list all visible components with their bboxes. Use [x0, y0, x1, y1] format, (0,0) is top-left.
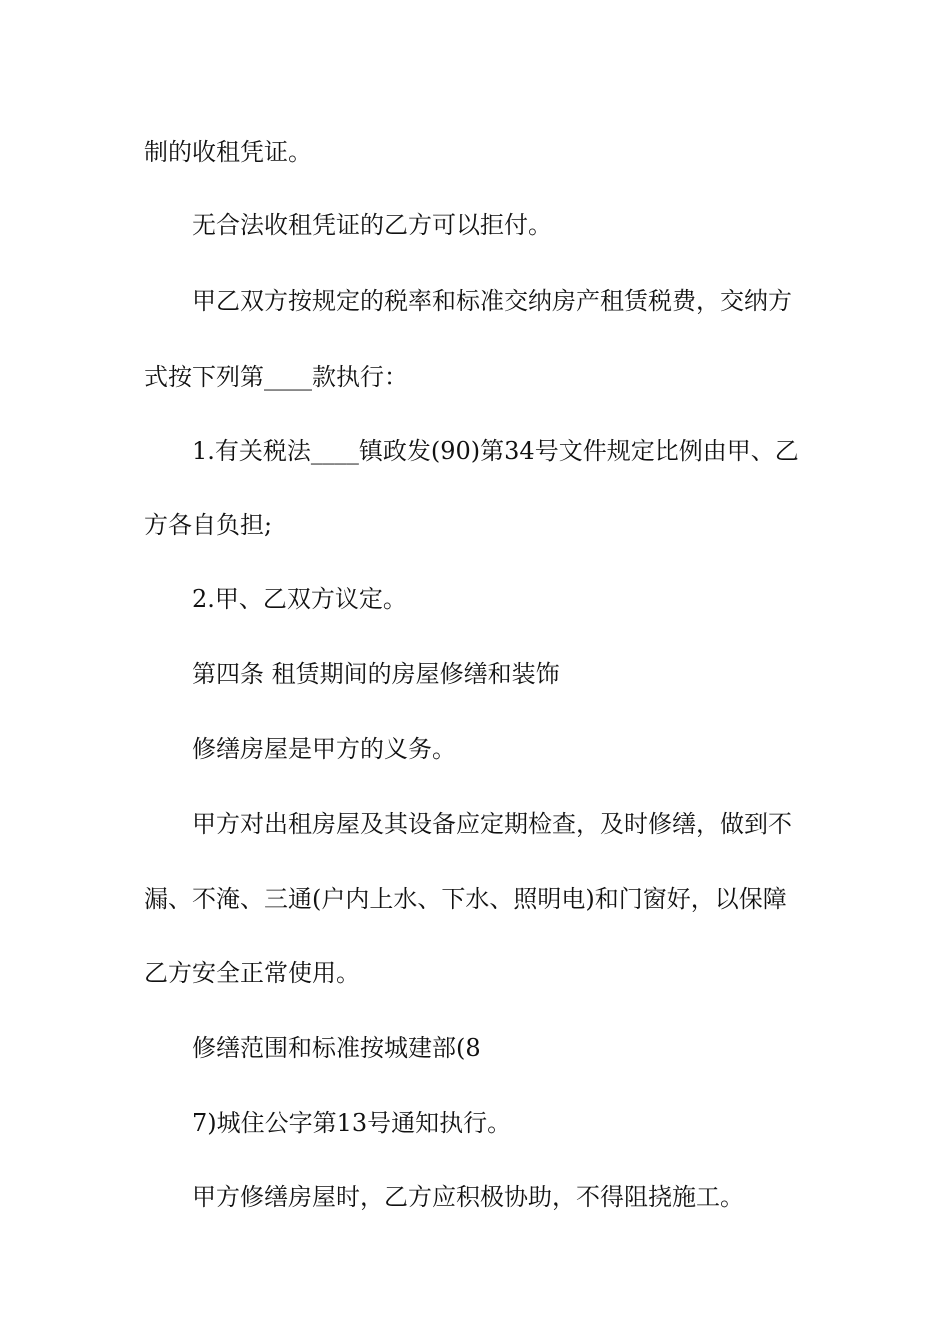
- text-line: 7)城住公字第13号通知执行。: [192, 1109, 512, 1137]
- text-line: 方各自负担;: [144, 511, 273, 539]
- text-line: 甲方修缮房屋时，乙方应积极协助，不得阻挠施工。: [192, 1183, 744, 1211]
- text-line: 式按下列第____款执行：: [144, 363, 408, 391]
- text-line: 乙方安全正常使用。: [144, 959, 360, 987]
- text-line: 修缮范围和标准按城建部(8: [192, 1034, 481, 1062]
- text-line: 无合法收租凭证的乙方可以拒付。: [192, 211, 552, 239]
- text-line: 甲乙双方按规定的税率和标准交纳房产租赁税费，交纳方: [192, 287, 792, 315]
- text-line: 制的收租凭证。: [144, 138, 312, 166]
- text-line: 1.有关税法____镇政发(90)第34号文件规定比例由甲、乙: [192, 437, 799, 465]
- text-line: 修缮房屋是甲方的义务。: [192, 735, 456, 763]
- text-line: 2.甲、乙双方议定。: [192, 585, 407, 613]
- section-heading: 第四条 租赁期间的房屋修缮和装饰: [192, 660, 560, 688]
- text-line: 甲方对出租房屋及其设备应定期检查，及时修缮，做到不: [192, 810, 792, 838]
- text-line: 漏、不淹、三通(户内上水、下水、照明电)和门窗好，以保障: [144, 885, 787, 913]
